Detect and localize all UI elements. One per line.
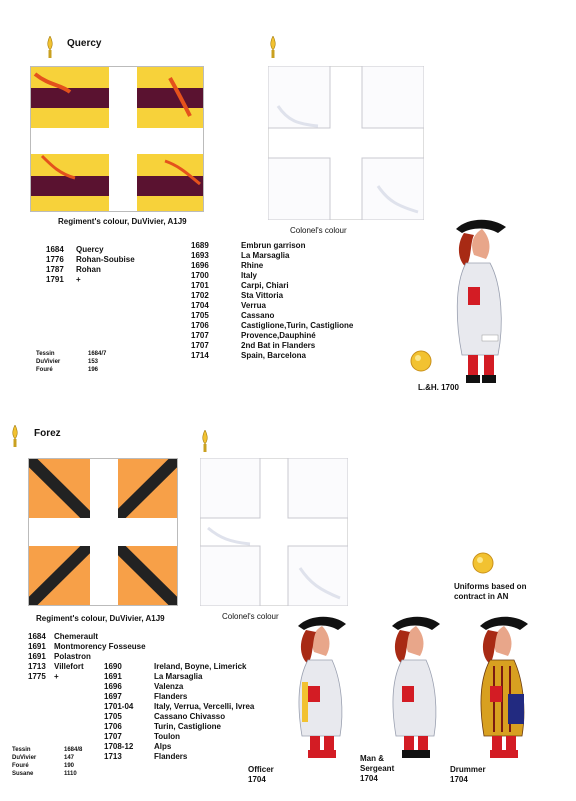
table-row: 1707 2nd Bat in Flanders	[191, 341, 316, 350]
quercy-campaigns-table	[191, 241, 353, 361]
table-row: 1701-04 Italy, Verrua, Vercelli, Ivrea	[104, 702, 255, 711]
flag-finial-icon	[200, 430, 210, 452]
table-row: 1776 Rohan-Soubise	[46, 255, 135, 264]
table-row: 1714 Spain, Barcelona	[191, 351, 306, 360]
forez-regiment-colour	[28, 458, 178, 606]
forez-campaigns-table	[104, 662, 254, 762]
flag-finial-icon	[10, 425, 20, 447]
quercy-colonel-colour	[268, 66, 424, 220]
table-row: 1705 Cassano	[191, 311, 275, 320]
table-row: 1708-12 Alps	[104, 742, 172, 751]
table-row: Susane 1110	[12, 771, 77, 777]
forez-regiment-caption: Regiment's colour, DuVivier, A1J9	[36, 614, 165, 623]
table-row: 1706 Castiglione,Turin, Castiglione	[191, 321, 354, 330]
table-row: 1684 Quercy	[46, 245, 104, 254]
quercy-refs-table	[36, 350, 106, 374]
quercy-soldier-figure	[448, 215, 514, 385]
table-row: 1787 Rohan	[46, 265, 101, 274]
table-row: 1691 Montmorency Fosseuse	[28, 642, 146, 651]
officer-figure	[288, 612, 354, 762]
table-row: 1704 Verrua	[191, 301, 266, 310]
table-row: 1707 Toulon	[104, 732, 181, 741]
table-row: 1713 Villefort	[28, 662, 84, 671]
drummer-figure	[470, 612, 536, 762]
table-row: 1707 Provence,Dauphiné	[191, 331, 316, 340]
table-row: Tessin 1684/7	[36, 351, 107, 357]
figure-label-sergeant: Man & Sergeant 1704	[360, 754, 395, 783]
table-row: 1691 La Marsaglia	[104, 672, 203, 681]
table-row: 1696 Valenza	[104, 682, 184, 691]
table-row: 1706 Turin, Castiglione	[104, 722, 221, 731]
figure-label-officer: Officer 1704	[248, 765, 274, 784]
table-row: 1713 Flanders	[104, 752, 188, 761]
gold-button-icon	[410, 350, 432, 372]
table-row: Fouré 190	[12, 763, 75, 769]
regiment-title-forez: Forez	[34, 428, 61, 439]
table-row: 1691 Polastron	[28, 652, 91, 661]
quercy-regiment-colour	[30, 66, 204, 212]
table-row: Tessin 1684/8	[12, 747, 83, 753]
flag-finial-icon	[268, 36, 278, 58]
quercy-colonel-caption: Colonel's colour	[290, 226, 347, 235]
table-row: 1702 Sta Vittoria	[191, 291, 284, 300]
table-row: DuVivier 147	[12, 755, 75, 761]
flag-finial-icon	[45, 36, 55, 58]
sergeant-figure	[382, 612, 448, 762]
gold-button-icon	[472, 552, 494, 574]
forez-colonel-colour	[200, 458, 348, 606]
table-row: 1690 Ireland, Boyne, Limerick	[104, 662, 247, 671]
quercy-figure-caption: L.&H. 1700	[418, 383, 459, 392]
table-row: 1684 Chemerault	[28, 632, 99, 641]
table-row: 1705 Cassano Chivasso	[104, 712, 226, 721]
forez-refs-table	[12, 746, 82, 778]
table-row: 1697 Flanders	[104, 692, 188, 701]
table-row: 1689 Embrun garrison	[191, 241, 306, 250]
table-row: 1700 Italy	[191, 271, 258, 280]
quercy-names-table	[46, 245, 135, 285]
table-row: 1696 Rhine	[191, 261, 264, 270]
forez-colonel-caption: Colonel's colour	[222, 612, 279, 621]
figure-label-drummer: Drummer 1704	[450, 765, 486, 784]
table-row: 1693 La Marsaglia	[191, 251, 290, 260]
table-row: 1791 +	[46, 275, 81, 284]
table-row: Fouré 196	[36, 367, 99, 373]
quercy-regiment-caption: Regiment's colour, DuVivier, A1J9	[58, 217, 187, 226]
regiment-title-quercy: Quercy	[67, 38, 102, 49]
table-row: 1701 Carpi, Chiari	[191, 281, 289, 290]
uniform-note: Uniforms based on contract in AN	[454, 582, 527, 601]
table-row: DuVivier 153	[36, 359, 99, 365]
table-row: 1775 +	[28, 672, 59, 681]
